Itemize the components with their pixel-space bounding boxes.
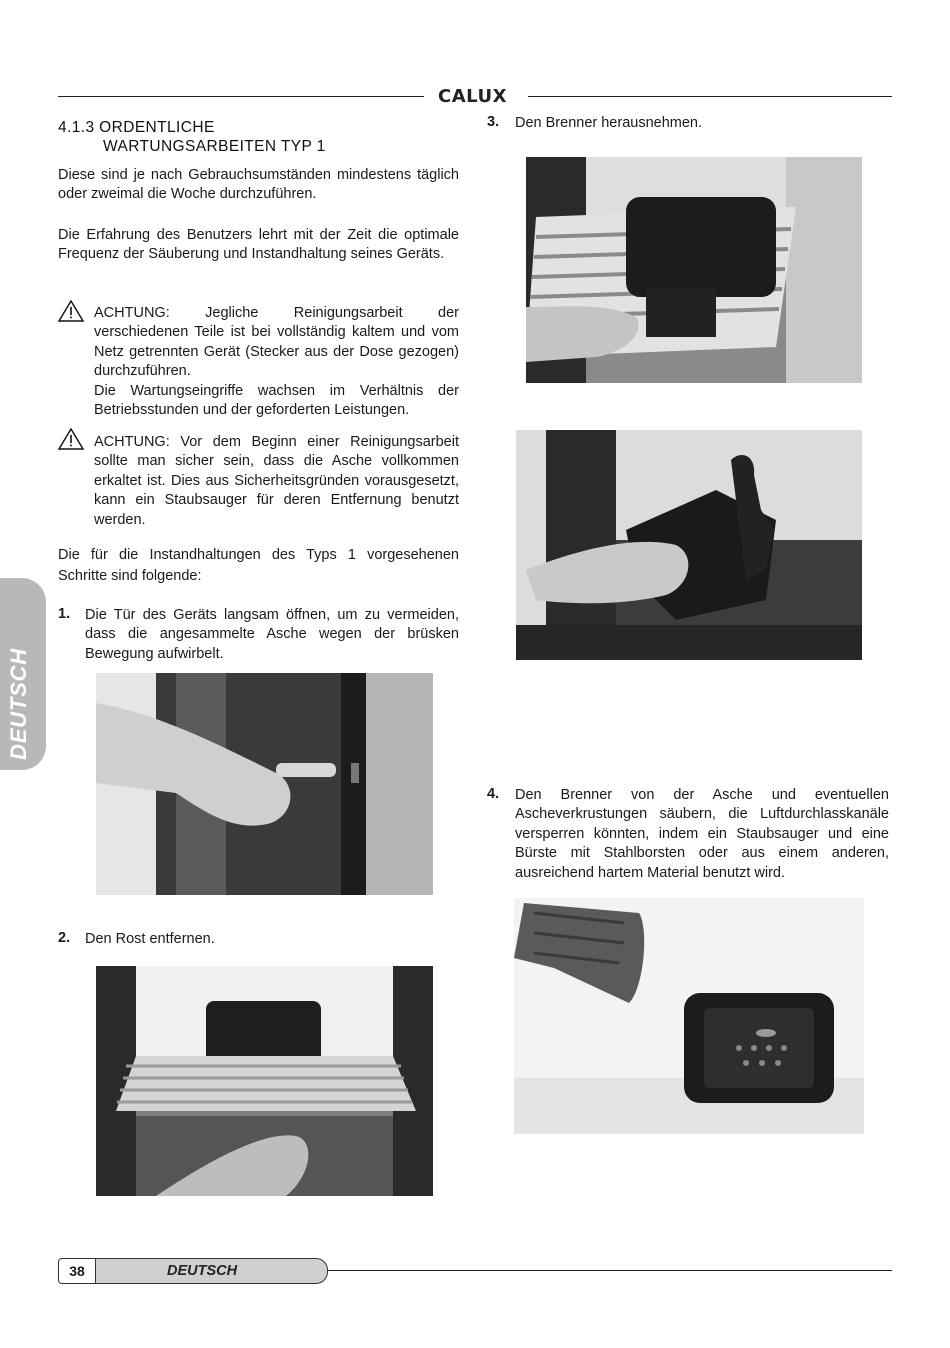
photo-grate-removal — [96, 966, 433, 1196]
footer-page-box — [58, 1258, 328, 1284]
section-title — [58, 118, 326, 156]
photo-burner-removal — [526, 157, 862, 383]
warning-text-1: ACHTUNG: Jegliche Reinigungsarbeit der verschiedenen Teile ist bei vollständig kaltem und vom Netz getrennten Gerät (Stecker aus der Dose gezogen) durchzuführen. — [94, 305, 459, 380]
section-title-line2: WARTUNGSARBEITEN TYP 1 — [103, 138, 326, 155]
warning-icon — [58, 300, 84, 322]
warning-text-1b: Die Wartungseingriffe wachsen im Verhältnis der Betriebsstunden und der geforderten Leistungen. — [94, 383, 459, 419]
footer-language: DEUTSCH — [167, 1263, 238, 1279]
step-1-number: 1. — [58, 606, 71, 622]
page-number: 38 — [59, 1259, 96, 1283]
photo-door-opening — [96, 673, 433, 895]
warning-text-2: ACHTUNG: Vor dem Beginn einer Reinigungsarbeit sollte man sicher sein, dass die Asche vollkommen erkaltet ist. Dies aus Sicherheitsgründen vorausgesetzt, kann ein Staubsauger für deren Entfernung benutzt werden. — [94, 434, 459, 528]
language-side-label: DEUTSCH — [6, 648, 31, 760]
intro-paragraph: Diese sind je nach Gebrauchsumständen mindestens täglich oder zweimal die Woche durchzuführen. — [58, 167, 459, 203]
step-1-text: Die Tür des Geräts langsam öffnen, um zu vermeiden, dass die angesammelte Asche wegen der brüsken Bewegung aufwirbelt. — [85, 607, 459, 662]
photo-burner-lifting — [516, 430, 862, 660]
step-3-text: Den Brenner herausnehmen. — [515, 115, 703, 131]
experience-paragraph: Die Erfahrung des Benutzers lehrt mit der Zeit die optimale Frequenz der Säuberung und Instandhaltung seines Geräts. — [58, 227, 459, 263]
step-2-number: 2. — [58, 930, 71, 946]
steps-intro: Die für die Instandhaltungen des Typs 1 vorgesehenen Schritte sind folgende: — [58, 547, 459, 584]
header-rule-right — [528, 96, 892, 97]
step-3-number: 3. — [487, 114, 500, 130]
footer-rule — [326, 1270, 892, 1271]
brand-logo: CALUX — [438, 86, 507, 107]
section-title-line1: 4.1.3 ORDENTLICHE — [58, 119, 215, 136]
header-rule-left — [58, 96, 424, 97]
warning-icon — [58, 428, 84, 450]
step-4-number: 4. — [487, 786, 500, 802]
step-4-text: Den Brenner von der Asche und eventuellen Ascheverkrustungen säubern, die Luftdurchlasskanäle versperren könnten, indem ein Staubsauger und eine Bürste mit Stahlborsten oder aus einem anderen, ausreichend hartem Material benutzt wird. — [515, 787, 889, 881]
step-2-text: Den Rost entfernen. — [85, 931, 215, 947]
photo-burner-cleaning — [514, 898, 864, 1134]
